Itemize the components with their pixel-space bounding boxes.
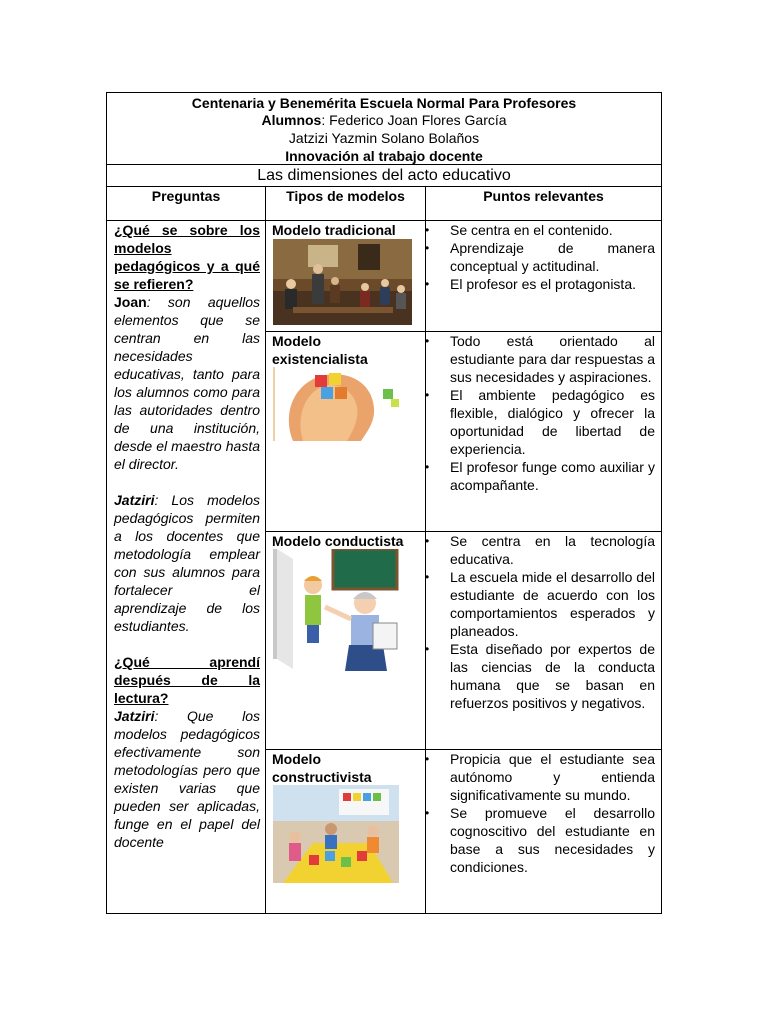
points-existencialista	[450, 332, 655, 494]
model-title-constructivista: Modelo constructivista	[272, 751, 372, 785]
dimensions-table	[106, 92, 662, 914]
jatziri-name: Jatziri	[114, 492, 155, 508]
points-conductista	[450, 532, 655, 712]
joan-answer	[114, 293, 260, 473]
list-item: • El profesor funge como auxiliar y acompañante.	[450, 458, 655, 494]
students-line	[107, 111, 661, 130]
students-label: Alumnos	[261, 112, 322, 128]
list-item: • Se centra en el contenido.	[450, 221, 655, 239]
jatziri2-name: Jatziri	[114, 708, 155, 724]
list-item: • Aprendizaje de manera conceptual y actitudinal.	[450, 239, 655, 275]
puzzle-head-image	[273, 367, 417, 441]
divider	[107, 186, 661, 187]
student-2: Jatzizi Yazmin Solano Bolaños	[288, 130, 480, 146]
joan-text: : son aquellos elementos que se centran en las necesidades educativas, tanto para los alumnos como para las autoridades dentro de una institución, desde el maestro hasta el director.	[114, 294, 260, 472]
model-title-tradicional: Modelo tradicional	[272, 222, 396, 238]
list-item: • Esta diseñado por expertos de las ciencias de la conducta humana que se basan en refuerzos positivos y negativos.	[450, 640, 655, 712]
jatziri-answer	[114, 491, 260, 635]
list-item: • El ambiente pedagógico es flexible, dialógico y ofrecer la oportunidad de libertad de experiencia.	[450, 386, 655, 458]
list-item: • Se centra en la tecnología educativa.	[450, 532, 655, 568]
col-header-tipos: Tipos de modelos	[286, 188, 405, 204]
list-item: • Todo está orientado al estudiante para dar respuestas a sus necesidades y aspiraciones.	[450, 332, 655, 386]
points-constructivista	[450, 750, 655, 876]
course-name: Innovación al trabajo docente	[285, 148, 483, 164]
jatziri2-text: : Que los modelos pedagógicos efectivamente son metodologías pero que existen varias que pueden ser aplicadas, funge en el papel del docente	[114, 708, 260, 850]
points-tradicional	[450, 221, 655, 293]
school-name: Centenaria y Benemérita Escuela Normal Para Profesores	[191, 95, 577, 111]
questions-cell	[114, 221, 260, 851]
teacher-scolding-boy-image	[273, 549, 403, 675]
list-item: • La escuela mide el desarrollo del estudiante de acuerdo con los comportamientos esperados y planeados.	[450, 568, 655, 640]
col-header-puntos: Puntos relevantes	[483, 188, 604, 204]
question-1: ¿Qué se sobre los modelos pedagógicos y a qué se refieren?	[114, 222, 260, 292]
joan-name: Joan	[114, 294, 147, 310]
classroom-painting-image	[273, 239, 412, 325]
model-title-existencialista: Modelo existencialista	[272, 333, 368, 367]
student-1: : Federico Joan Flores García	[321, 112, 507, 128]
kids-playing-classroom-image	[273, 785, 399, 883]
table-title: Las dimensiones del acto educativo	[257, 167, 511, 184]
list-item: • El profesor es el protagonista.	[450, 275, 655, 293]
question-2: ¿Qué aprendí después de la lectura?	[114, 654, 260, 706]
model-title-conductista: Modelo conductista	[272, 533, 404, 549]
divider	[107, 164, 661, 165]
col-header-preguntas: Preguntas	[151, 188, 221, 204]
divider	[265, 186, 266, 913]
jatziri-answer-2	[114, 707, 260, 851]
list-item: • Se promueve el desarrollo cognoscitivo del estudiante en base a sus necesidades y condiciones.	[450, 804, 655, 876]
list-item: • Propicia que el estudiante sea autónomo y entienda significativamente su mundo.	[450, 750, 655, 804]
jatziri-text: : Los modelos pedagógicos permiten a los docentes que metodología emplear con sus alumnos para fortalecer el aprendizaje de los estudiantes.	[114, 492, 260, 634]
